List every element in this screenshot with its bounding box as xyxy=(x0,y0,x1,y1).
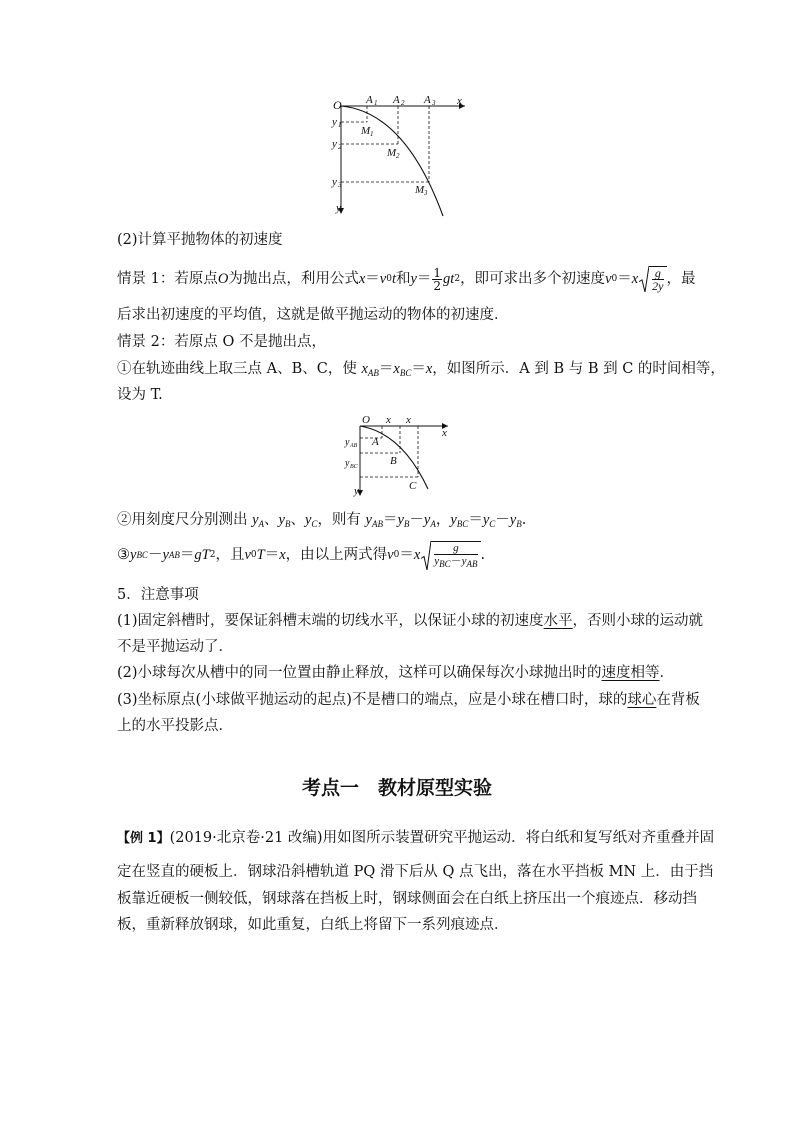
m: v xyxy=(387,547,394,563)
s: C xyxy=(311,519,318,529)
t: ＝ xyxy=(416,271,432,287)
m: x xyxy=(631,271,639,287)
s: AB xyxy=(371,519,383,529)
radical-icon xyxy=(639,266,649,292)
section-title: 考点一 教材原型实验 xyxy=(301,777,492,799)
s: AB xyxy=(466,558,478,569)
t: ＝ xyxy=(617,271,632,287)
x-axis-label: x xyxy=(442,427,447,439)
m: x xyxy=(358,271,366,287)
m: v xyxy=(379,271,387,287)
t: ＝ xyxy=(365,271,380,287)
sub-a2: 2 xyxy=(401,99,405,107)
m: y xyxy=(509,512,517,528)
s: 0 xyxy=(386,274,392,284)
t: ＝ xyxy=(382,512,398,528)
point-b-label: B xyxy=(390,455,397,467)
s: B xyxy=(284,519,291,529)
m: y xyxy=(397,512,404,528)
point-a-label: A xyxy=(372,436,379,448)
origin-label: O xyxy=(362,414,370,426)
t: ，由以上两式得 xyxy=(285,547,388,563)
t: － xyxy=(450,553,462,567)
t: ，且 xyxy=(215,547,245,563)
example-tag: 【例 1】 xyxy=(117,831,170,846)
den xyxy=(434,555,477,570)
example-line-2: 定在竖直的硬板上．钢球沿斜槽轨道 PQ 滑下后从 Q 点飞出，落在水平挡板 MN 上．由于挡 xyxy=(117,864,714,880)
label-a2: A xyxy=(393,94,400,106)
t: ，否则小球的运动就 xyxy=(572,613,704,629)
t: ②用刻度尺分别测出 xyxy=(117,512,253,528)
t: ③ xyxy=(117,547,130,563)
m: y xyxy=(482,512,490,528)
t: ，则有 xyxy=(317,512,366,528)
s: BC xyxy=(439,558,451,569)
para-line-2 xyxy=(117,262,696,296)
t: 和 xyxy=(395,271,411,287)
sub-m3: 3 xyxy=(424,189,428,197)
example-line-3: 板靠近硬板一侧较低，钢球落在挡板上时，钢球侧面会在白纸上挤压出一个痕迹点．移动挡 xyxy=(117,891,697,907)
sub-m2: 2 xyxy=(396,152,400,160)
label-yab: y xyxy=(345,437,350,448)
den: 2 xyxy=(433,278,442,293)
s: BC xyxy=(399,368,412,378)
underlined-term: 水平 xyxy=(543,613,573,629)
fraction-half xyxy=(432,267,442,292)
s: C xyxy=(489,519,496,529)
example-line-4: 板，重新释放钢球，如此重复，白纸上将留下一系列痕迹点． xyxy=(117,917,509,933)
label-ybc: y xyxy=(345,458,350,469)
t: ， xyxy=(435,512,451,528)
s: 2 xyxy=(209,550,216,560)
m: y xyxy=(423,512,431,528)
t: ＝ xyxy=(399,547,414,563)
sub-ybc: BC xyxy=(350,464,358,470)
label-m2: M xyxy=(387,147,397,159)
para-line-5 xyxy=(117,359,725,383)
s: BC xyxy=(136,550,148,560)
label-a3: A xyxy=(424,94,431,106)
m: x xyxy=(279,547,286,563)
para-line-1: (2)计算平抛物体的初速度 xyxy=(117,232,283,248)
t: 、 xyxy=(264,512,279,528)
s: 2 xyxy=(454,274,461,284)
m: y xyxy=(365,512,372,528)
s: AB xyxy=(168,550,180,560)
t: － xyxy=(147,547,163,563)
m: x xyxy=(413,547,421,563)
s: B xyxy=(516,519,522,529)
label-m3: M xyxy=(415,184,425,196)
t: 在背板 xyxy=(656,692,700,708)
t: 、 xyxy=(290,512,305,528)
m: y xyxy=(461,554,467,567)
s: 0 xyxy=(250,550,257,560)
t: ＝ xyxy=(468,512,483,528)
t: ＝ xyxy=(264,547,280,563)
m: gT xyxy=(194,547,210,563)
para-line-7 xyxy=(117,510,526,534)
m: gt xyxy=(443,271,455,287)
label-m1: M xyxy=(361,125,371,137)
m: y xyxy=(410,271,417,287)
sqrt-g-2y xyxy=(639,266,666,292)
sub-yab: AB xyxy=(350,443,358,449)
t: － xyxy=(409,512,424,528)
para-line-4: 情景 2：若原点 O 不是抛出点， xyxy=(117,334,326,350)
underlined-term: 速度相等 xyxy=(601,665,660,681)
sqrt-v0-formula xyxy=(421,541,480,570)
sub-a1: 1 xyxy=(374,99,378,107)
t: (1)固定斜槽时，要保证斜槽末端的切线水平，以保证小球的初速度 xyxy=(117,613,544,629)
sub-m1: 1 xyxy=(370,130,374,138)
sub-y2: 2 xyxy=(338,143,342,151)
t: ，最 xyxy=(666,271,696,287)
s: B xyxy=(403,519,410,529)
sub-a3: 3 xyxy=(432,99,436,107)
num: g xyxy=(434,542,477,555)
underlined-term: 球心 xyxy=(627,692,657,708)
m: y xyxy=(162,547,169,563)
example-line-1 xyxy=(117,828,714,849)
s: AB xyxy=(367,368,379,378)
t: ＝ xyxy=(378,361,394,377)
m: y xyxy=(304,512,312,528)
t: (2019·北京卷·21 改编)用如图所示装置研究平抛运动．将白纸和复写纸对齐重叠并固 xyxy=(169,830,715,846)
para-line-8 xyxy=(117,535,485,575)
sub-y3: 3 xyxy=(338,181,342,189)
para-line-11: 不是平抛运动了． xyxy=(117,639,233,655)
m: y xyxy=(278,512,285,528)
m: x xyxy=(425,361,433,377)
para-line-3: 后求出初速度的平均值，这就是做平抛运动的物体的初速度． xyxy=(117,307,509,323)
num: g xyxy=(652,267,663,280)
label-y3: y xyxy=(332,176,337,188)
m: v xyxy=(244,547,251,563)
label-y2: y xyxy=(332,138,337,150)
para-line-9: 5．注意事项 xyxy=(117,587,199,603)
origin-label: O xyxy=(333,98,342,112)
m: T xyxy=(256,547,265,563)
t: ＝ xyxy=(179,547,195,563)
y-axis-label: y xyxy=(336,202,341,214)
t: . xyxy=(521,512,527,528)
den: 2y xyxy=(652,279,664,293)
sub-y1: 1 xyxy=(338,121,342,129)
t: ①在轨迹曲线上取三点 A、B、C，使 xyxy=(117,361,362,377)
t: 为抛出点，利用公式 xyxy=(228,271,359,287)
para-line-10 xyxy=(117,611,703,631)
para-line-13 xyxy=(117,690,700,710)
x-axis-label: x xyxy=(457,95,462,107)
para-line-12 xyxy=(117,663,674,683)
trajectory-figure-1 xyxy=(325,92,475,217)
point-c-label: C xyxy=(409,480,417,492)
t: － xyxy=(495,512,510,528)
m: O xyxy=(217,271,229,287)
t: ． xyxy=(659,665,675,681)
m: x xyxy=(393,361,400,377)
s: 0 xyxy=(611,274,618,284)
s: A xyxy=(430,519,436,529)
label-x1: x xyxy=(386,414,391,426)
t: ，如图所示．A 到 B 与 B 到 C 的时间相等， xyxy=(432,361,725,377)
radical-icon xyxy=(421,541,431,570)
para-line-6: 设为 T. xyxy=(117,387,163,403)
t: 情景 1：若原点 xyxy=(117,271,218,287)
label-x2: x xyxy=(406,414,411,426)
label-a1: A xyxy=(366,94,373,106)
para-line-14: 上的水平投影点． xyxy=(117,718,233,734)
s: BC xyxy=(456,519,469,529)
m: x xyxy=(361,361,368,377)
s: A xyxy=(258,519,265,529)
s: 0 xyxy=(393,550,400,560)
label-y1: y xyxy=(332,116,337,128)
m: y xyxy=(450,512,457,528)
t: ＝ xyxy=(411,361,426,377)
num: 1 xyxy=(433,265,442,280)
m: y xyxy=(130,547,137,563)
y-axis-label: y xyxy=(354,485,359,497)
t: . xyxy=(480,547,486,563)
m: t xyxy=(391,271,396,287)
m: v xyxy=(605,271,612,287)
t: (3)坐标原点(小球做平抛运动的起点)不是槽口的端点，应是小球在槽口时，球的 xyxy=(117,692,628,708)
t: ，即可求出多个初速度 xyxy=(460,271,606,287)
m: y xyxy=(434,554,440,567)
t: (2)小球每次从槽中的同一位置由静止释放，这样可以确保每次小球抛出时的 xyxy=(117,665,602,681)
trajectory-figure-2 xyxy=(340,411,460,501)
m: y xyxy=(252,512,259,528)
